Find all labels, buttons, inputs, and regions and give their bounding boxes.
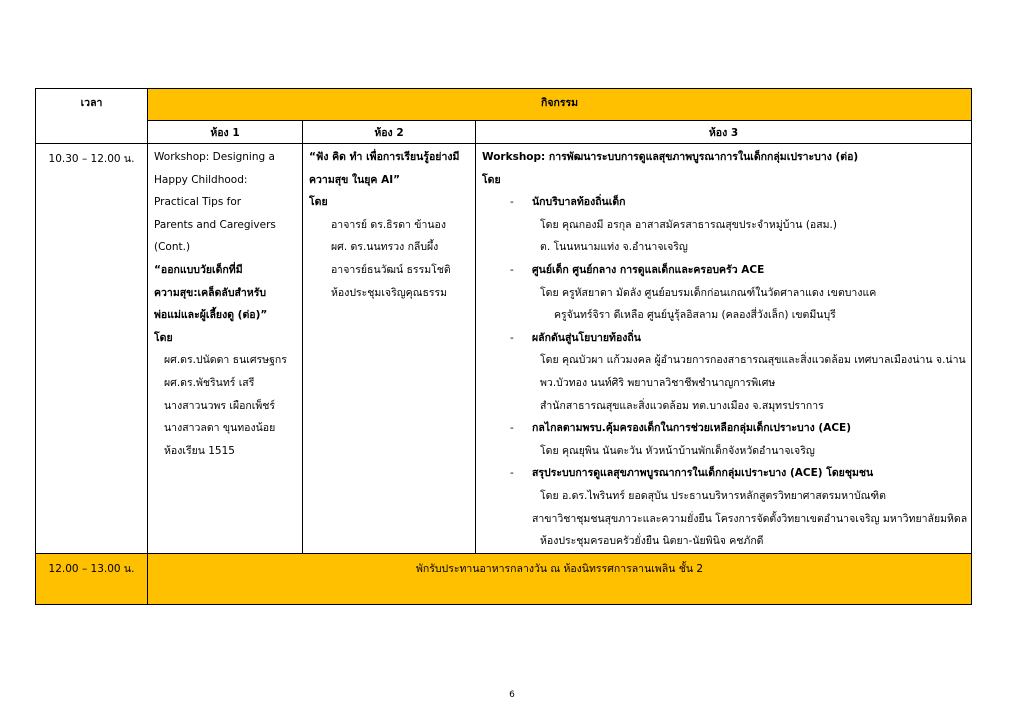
bullet-icon: -	[510, 263, 514, 276]
room-2-header: ห้อง 2	[303, 121, 476, 144]
room3-item-head: ผลักดันสู่นโยบายท้องถิ่น	[532, 331, 641, 344]
room3-item-head: ศูนย์เด็ก ศูนย์กลาง การดูแลเด็กและครอบครัว ACE	[532, 263, 765, 276]
room1-line: พ่อแม่และผู้เลี้ยงดู (ต่อ)”	[154, 309, 268, 322]
room1-line: Parents and Caregivers	[154, 218, 276, 231]
room3-item-line: โดย คุณยุพิน นันตะวัน หัวหน้าบ้านพักเด็กจังหวัดอำนาจเจริญ	[540, 444, 815, 457]
room3-item-line: โดย คุณบัวผา แก้วมงคล ผู้อำนวยการกองสาธารณสุขและสิ่งแวดล้อม เทศบาลเมืองน่าน จ.น่าน	[540, 354, 966, 367]
room2-line: อาจารย์ธนวัฒน์ ธรรมโชติ	[331, 263, 451, 276]
schedule-table	[35, 88, 972, 605]
room3-item-line: โดย อ.ดร.ไพรินทร์ ยอดสุบัน ประธานบริหารหลักสูตรวิทยาศาสตรมหาบัณฑิต	[540, 489, 886, 502]
room3-item-line: โดย ครูหัสยาดา มัดลัง ศูนย์อบรมเด็กก่อนเกณฑ์ในวัดศาลาแดง เขตบางแค	[540, 286, 877, 299]
room1-line: Practical Tips for	[154, 196, 242, 209]
room1-line: “ออกแบบวัยเด็กที่มี	[154, 263, 243, 276]
room1-line: โดย	[154, 331, 173, 344]
room3-item-head: นักบริบาลท้องถิ่นเด็ก	[532, 196, 626, 209]
room2-line: อาจารย์ ดร.ธิรดา ข้านอง	[331, 218, 446, 231]
room3-item-head: กลไกลตามพรบ.คุ้มครองเด็กในการช่วยเหลือกลุ่มเด็กเปราะบาง (ACE)	[532, 422, 851, 435]
room1-line: ผศ.ดร.พัชรินทร์ เสรี	[164, 376, 255, 389]
session-time: 10.30 – 12.00 น.	[36, 144, 148, 554]
room3-item-line: สำนักสาธารณสุขและสิ่งแวดล้อม ทต.บางเมือง จ.สมุทรปราการ	[540, 399, 824, 412]
room-1-header: ห้อง 1	[148, 121, 303, 144]
room3-item-head: สรุประบบการดูแลสุขภาพบูรณาการในเด็กกลุ่มเปราะบาง (ACE) โดยชุมชน	[532, 467, 874, 480]
room2-line: ห้องประชุมเจริญคุณธรรม	[331, 286, 448, 299]
room1-line: Happy Childhood:	[154, 173, 248, 186]
room2-line: ผศ. ดร.นนทรวง กลีบผึ้ง	[331, 241, 439, 254]
bullet-icon: -	[510, 422, 514, 435]
room-2-content	[303, 144, 476, 554]
room3-item-line: ต. โนนหนามแท่ง จ.อำนาจเจริญ	[540, 241, 688, 254]
room3-item-line: ห้องประชุมครอบครัวยั่งยืน นิตยา-นัยพินิจ คชภักดี	[540, 535, 764, 548]
room1-line: นางสาวนวพร เผือกเพ็ชร์	[164, 399, 276, 412]
lunch-time: 12.00 – 13.00 น.	[36, 553, 148, 604]
room2-line: ความสุข ในยุค AI”	[309, 173, 401, 186]
bullet-icon: -	[510, 467, 514, 480]
room2-line: โดย	[309, 196, 328, 209]
room3-item-line: โดย คุณกองมี อรกุล อาสาสมัครสาธารณสุขประจำหมู่บ้าน (อสม.)	[540, 218, 837, 231]
bullet-icon: -	[510, 196, 514, 209]
room3-item-line: ครูจันทร์จิรา ดีเหลือ ศูนย์นูรุ้ลอิสลาม (คลองสี่วังเล็ก) เขตมีนบุรี	[554, 309, 836, 322]
header-time: เวลา	[36, 89, 148, 144]
room1-line: นางสาวลดา ขุนทองน้อย	[164, 422, 276, 435]
lunch-text: พักรับประทานอาหารกลางวัน ณ ห้องนิทรรศการลานเพลิน ชั้น 2	[148, 553, 972, 604]
room-1-content	[148, 144, 303, 554]
room1-line: ผศ.ดร.ปนัดดา ธนเศรษฐกร	[164, 354, 287, 367]
room1-line: (Cont.)	[154, 241, 191, 254]
room-3-header: ห้อง 3	[476, 121, 972, 144]
room1-line: ความสุข:เคล็ดลับสำหรับ	[154, 286, 267, 299]
room1-line: Workshop: Designing a	[154, 151, 275, 163]
room3-item-line: สาขาวิชาชุมชนสุขภาวะและความยั่งยืน โครงการจัดตั้งวิทยาเขตอำนาจเจริญ มหาวิทยาลัยมหิดล	[532, 512, 968, 525]
room2-line: “ฟัง คิด ทำ เพื่อการเรียนรู้อย่างมี	[309, 151, 460, 163]
room3-by: โดย	[482, 173, 501, 186]
room3-title: Workshop: การพัฒนาระบบการดูแลสุขภาพบูรณาการในเด็กกลุ่มเปราะบาง (ต่อ)	[482, 151, 859, 163]
page-number: 6	[509, 690, 515, 700]
bullet-icon: -	[510, 331, 514, 344]
room3-item-line: พว.บัวทอง นนท์ศิริ พยาบาลวิชาชีพชำนาญการพิเศษ	[540, 376, 776, 389]
room-3-content	[476, 144, 972, 554]
room1-line: ห้องเรียน 1515	[164, 444, 235, 457]
header-activity: กิจกรรม	[148, 89, 972, 121]
